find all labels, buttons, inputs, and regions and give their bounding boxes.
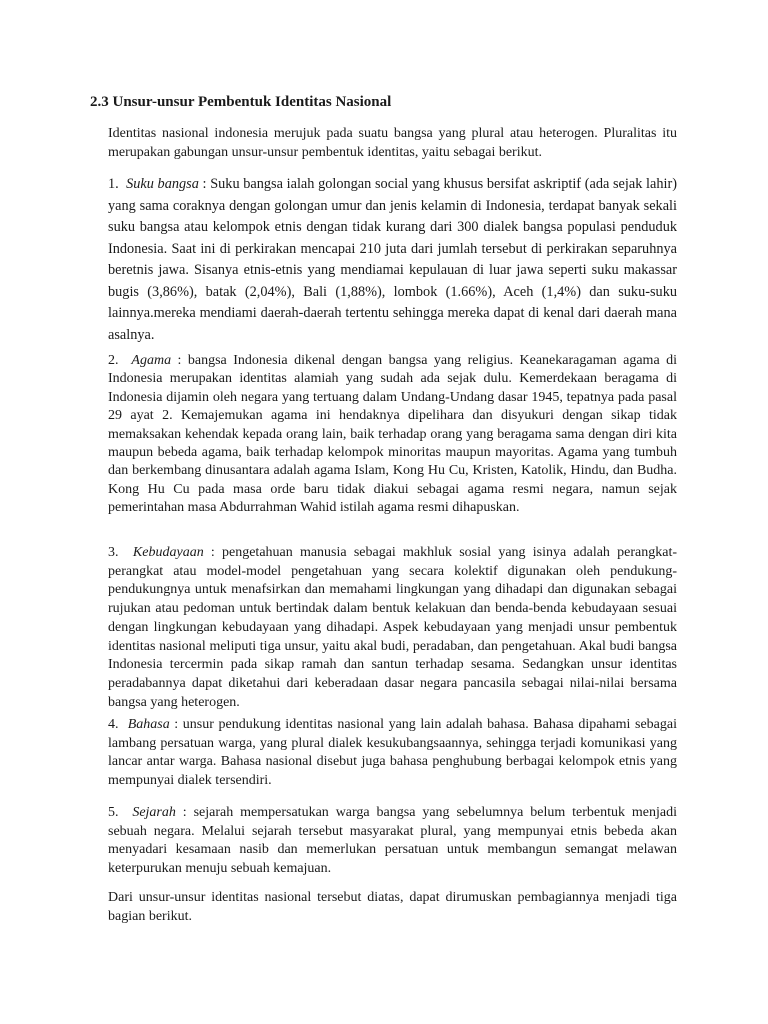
item-number: 5. [108,805,119,820]
item-text: : sejarah mempersatukan warga bangsa yang sebelumnya belum terbentuk menjadi sebuah negara. Melalui sejarah tersebut masyarakat plural, yang mempunyai etnis bebeda akan menyadari kesamaan nasib dan memerlukan persatuan untuk membangun semangat melawan keterpurukan menuju sebuah kemajuan. [108,805,678,877]
item-text: : pengetahuan manusia sebagai makhluk sosial yang isinya adalah perangkat-perangkat atau model-model pengetahuan yang secara kolektif digunakan oleh pendukung-pendukungnya untuk menafsirkan dan memahami lingkungan yang dihadapi dan digunakan sebagai rujukan atau pedoman untuk bertindak dalam bentuk kelakuan dan benda-benda kebudayaan sesuai dengan lingkungan kebudayaan yang dihadapi. Aspek kebudayaan yang menjadi unsur pembentuk identitas nasional meliputi tiga unsur, yaitu akal budi, peradaban, dan pengetahuan. Akal budi bangsa Indonesia tercermin pada sikap ramah dan santun terhadap sesama. Sedangkan unsur identitas peradabannya dapat diketahui dari keberadaan dasar negara pancasila sebagai nilai-nilai bersama bangsa yang heterogen. [108,545,677,710]
item-number: 1. [108,176,119,192]
item-kebudayaan [108,544,677,712]
item-text: : unsur pendukung identitas nasional yang lain adalah bahasa. Bahasa dipahami sebagai lambang persatuan warga, yang plural dialek kesukubangsaannya, sehingga terjadi komunikasi yang lancar antar warga. Bahasa nasional disebut juga bahasa penghubung berbagai kelompok etnis yang mempunyai dialek tersendiri. [108,717,678,789]
item-term: Sejarah [132,805,176,820]
item-text: : bangsa Indonesia dikenal dengan bangsa yang religius. Keanekaragaman agama di Indonesia merupakan identitas alamiah yang sudah ada sejak dulu. Kemerdekaan beragama di Indonesia dijamin oleh negara yang tertuang dalam Undang-Undang dasar 1945, tepatnya pada pasal 29 ayat 2. Kemajemukan agama ini hendaknya dipelihara dan disyukuri dengan sikap tidak memaksakan kehendak kepada orang lain, baik terhadap orang yang beragama sama dengan diri kita maupun bebeda agama, baik terhadap kelompok minoritas maupun mayoritas. Agama yang tumbuh dan berkembang dinusantara adalah agama Islam, Kong Hu Cu, Kristen, Katolik, Hindu, dan Budha. Kong Hu Cu pada masa orde baru tidak diakui sebagai agama resmi negara, namun sejak pemerintahan masa Abdurrahman Wahid istilah agama resmi dihapuskan. [108,353,678,516]
intro-paragraph: Identitas nasional indonesia merujuk pada suatu bangsa yang plural atau heterogen. Pluralitas itu merupakan gabungan unsur-unsur pembentuk identitas, yaitu sebagai berikut. [108,126,677,160]
item-number: 2. [108,353,119,368]
item-text: : Suku bangsa ialah golongan social yang khusus bersifat askriptif (ada sejak lahir) yang sama coraknya dengan golongan umur dan jenis kelamin di Indonesia, terdapat banyak sekali suku bangsa atau kelompok etnis dengan tidak kurang dari 300 dialek bangsa populasi penduduk Indonesia. Saat ini di perkirakan mencapai 210 juta dari jumlah tersebut di perkirakan separuhnya beretnis jawa. Sisanya etnis-etnis yang mendiamai kepulauan di luar jawa seperti suku makassar bugis (3,86%), batak (2,04%), Bali (1,88%), lombok (1.66%), Aceh (1,4%) dan suku-suku lainnya.mereka mendiami daerah-daerah tertentu sehingga mereka dapat di kenal dari daerah mana asalnya. [108,176,678,343]
item-term: Bahasa [127,717,170,732]
item-agama [108,352,677,518]
item-number: 4. [108,717,119,732]
item-term: Suku bangsa [126,176,199,192]
item-term: Agama [131,353,172,368]
item-suku-bangsa [108,174,677,346]
closing-paragraph: Dari unsur-unsur identitas nasional tersebut diatas, dapat dirumuskan pembagiannya menjadi tiga bagian berikut. [108,890,677,924]
item-sejarah [108,804,677,879]
item-bahasa [108,716,677,791]
section-heading: 2.3 Unsur-unsur Pembentuk Identitas Nasional [90,94,392,110]
item-term: Kebudayaan [132,545,204,560]
item-number: 3. [108,545,119,560]
